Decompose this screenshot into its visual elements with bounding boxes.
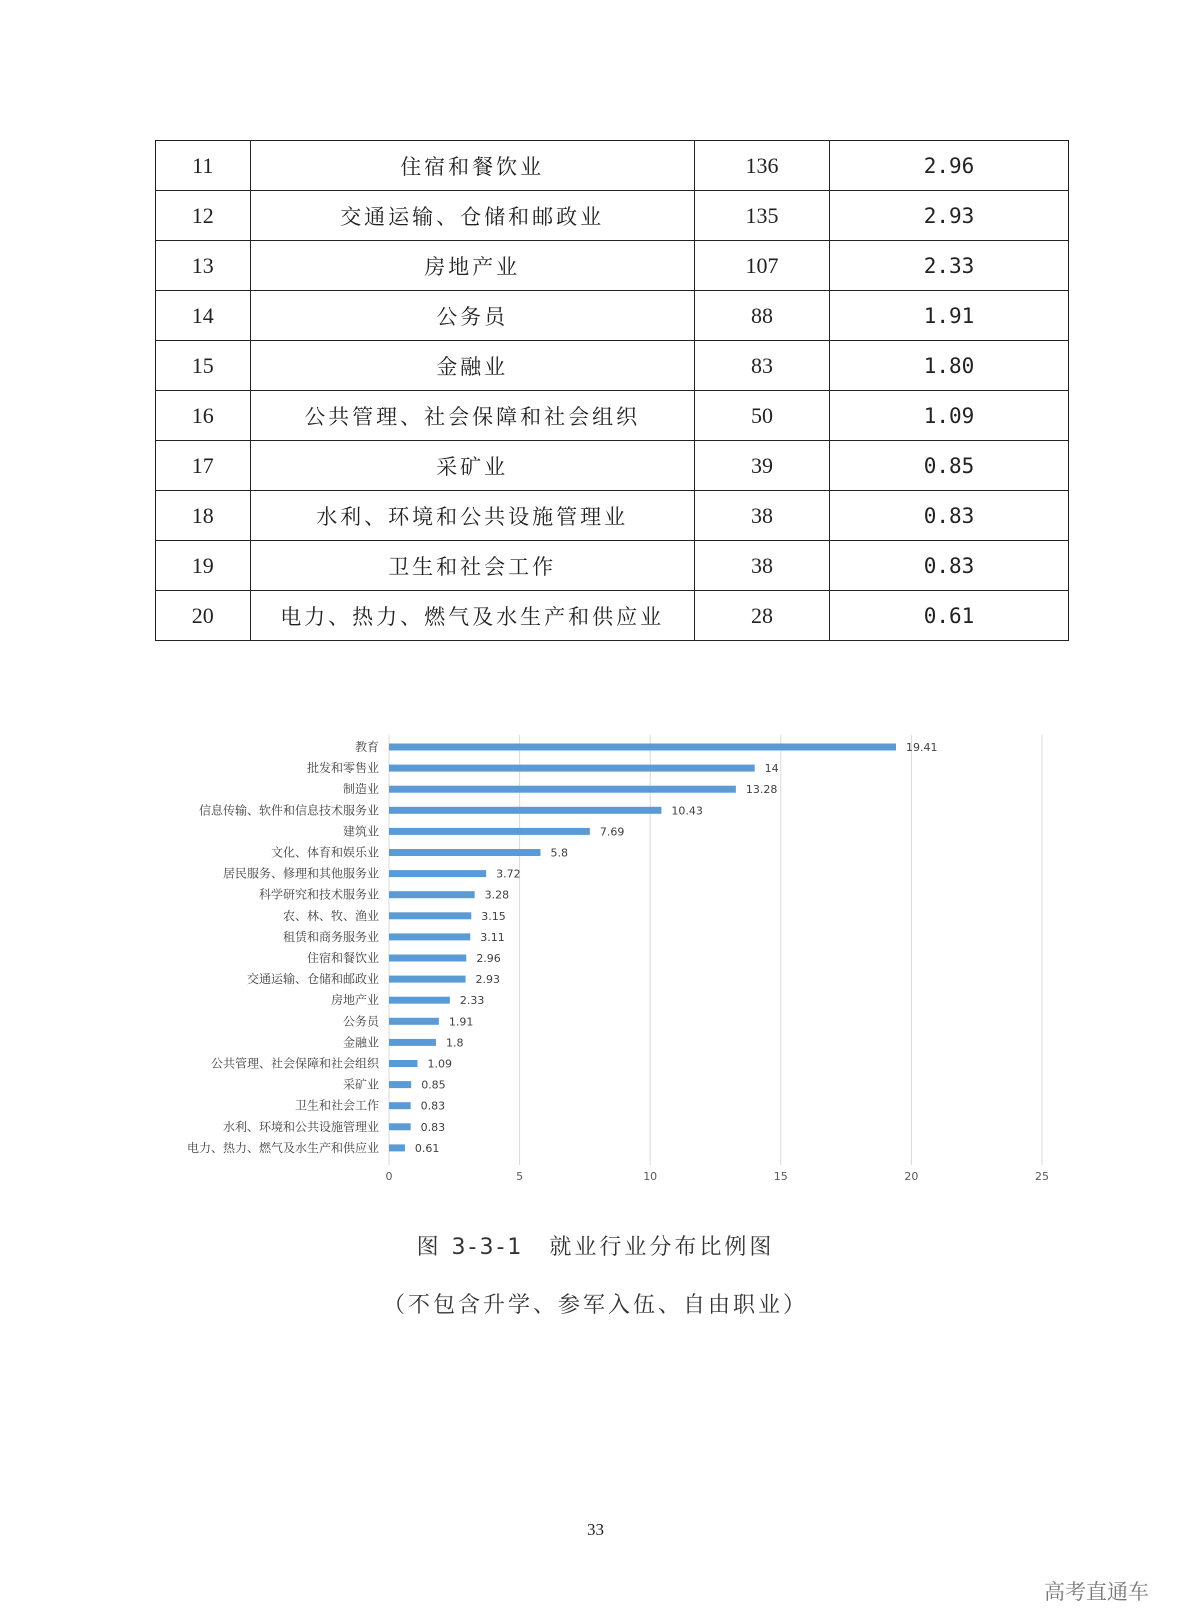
industry-cell: 采矿业 xyxy=(250,441,694,491)
industry-cell: 水利、环境和公共设施管理业 xyxy=(250,491,694,541)
watermark: 高考直通车 xyxy=(1044,1580,1149,1604)
rank-cell: 16 xyxy=(156,391,251,441)
data-label: 1.09 xyxy=(427,1057,452,1071)
percent-cell: 0.61 xyxy=(830,591,1069,641)
category-label: 批发和零售业 xyxy=(306,761,379,776)
count-cell: 88 xyxy=(694,291,829,341)
bar xyxy=(389,807,661,814)
table-row xyxy=(156,541,1069,591)
data-label: 0.83 xyxy=(420,1099,446,1113)
bar xyxy=(389,1102,411,1109)
table-row xyxy=(156,341,1069,391)
category-label: 教育 xyxy=(354,740,379,754)
x-tick-label: 10 xyxy=(643,1170,658,1183)
count-cell: 135 xyxy=(694,191,829,241)
x-tick-label: 0 xyxy=(385,1170,393,1183)
category-label: 卫生和社会工作 xyxy=(294,1098,379,1113)
percent-cell: 2.96 xyxy=(830,141,1069,191)
x-tick-label: 25 xyxy=(1035,1170,1049,1183)
table-row xyxy=(156,191,1069,241)
rank-cell: 14 xyxy=(156,291,251,341)
industry-cell: 房地产业 xyxy=(250,241,694,291)
page-number: 33 xyxy=(587,1520,604,1539)
industry-cell: 公共管理、社会保障和社会组织 xyxy=(250,391,694,441)
category-label: 电力、热力、燃气及水生产和供应业 xyxy=(186,1140,379,1155)
bar xyxy=(389,891,475,898)
category-label: 居民服务、修理和其他服务业 xyxy=(222,866,379,881)
count-cell: 50 xyxy=(694,391,829,441)
percent-cell: 0.85 xyxy=(830,441,1069,491)
rank-cell: 11 xyxy=(156,141,251,191)
count-cell: 38 xyxy=(694,541,829,591)
count-cell: 83 xyxy=(694,341,829,391)
table-row xyxy=(156,141,1069,191)
industry-table xyxy=(155,140,1069,641)
table-row xyxy=(156,591,1069,641)
table-row xyxy=(156,441,1069,491)
bar xyxy=(389,765,755,772)
industry-cell: 卫生和社会工作 xyxy=(250,541,694,591)
table-row xyxy=(156,241,1069,291)
figure-note: （不包含升学、参军入伍、自由职业） xyxy=(382,1293,808,1318)
bar xyxy=(389,1144,405,1151)
data-label: 0.85 xyxy=(421,1078,446,1092)
industry-cell: 公务员 xyxy=(250,291,694,341)
category-label: 水利、环境和公共设施管理业 xyxy=(222,1119,379,1134)
bar xyxy=(389,955,466,962)
data-label: 19.41 xyxy=(905,741,938,754)
table-row xyxy=(156,491,1069,541)
data-label: 1.91 xyxy=(448,1015,474,1029)
data-label: 3.72 xyxy=(496,867,521,881)
bar xyxy=(389,744,896,751)
rank-cell: 18 xyxy=(156,491,251,541)
data-label: 2.33 xyxy=(459,994,485,1008)
bar xyxy=(389,912,471,919)
percent-cell: 2.93 xyxy=(830,191,1069,241)
category-label: 建筑业 xyxy=(342,824,379,839)
bar xyxy=(389,786,736,793)
industry-table-body xyxy=(156,141,1069,641)
bar xyxy=(389,997,450,1004)
category-label: 房地产业 xyxy=(330,993,379,1008)
data-label: 14 xyxy=(764,762,779,776)
data-label: 0.61 xyxy=(414,1141,440,1155)
category-label: 采矿业 xyxy=(342,1077,379,1092)
data-label: 1.8 xyxy=(446,1036,464,1050)
table-row xyxy=(156,291,1069,341)
x-tick-label: 5 xyxy=(516,1170,524,1183)
bar xyxy=(389,1060,417,1067)
percent-cell: 0.83 xyxy=(830,541,1069,591)
rank-cell: 15 xyxy=(156,341,251,391)
data-label: 7.69 xyxy=(599,825,625,839)
data-label: 3.15 xyxy=(481,909,506,923)
rank-cell: 17 xyxy=(156,441,251,491)
data-label: 2.93 xyxy=(475,973,501,987)
category-label: 农、林、牧、渔业 xyxy=(282,908,379,923)
industry-cell: 住宿和餐饮业 xyxy=(250,141,694,191)
count-cell: 39 xyxy=(694,441,829,491)
x-tick-label: 20 xyxy=(904,1170,919,1183)
category-label: 租赁和商务服务业 xyxy=(282,929,379,944)
count-cell: 107 xyxy=(694,241,829,291)
data-label: 13.28 xyxy=(745,783,778,797)
bar xyxy=(389,1123,411,1130)
category-label: 住宿和餐饮业 xyxy=(306,951,379,965)
rank-cell: 19 xyxy=(156,541,251,591)
percent-cell: 1.80 xyxy=(830,341,1069,391)
category-label: 文化、体育和娱乐业 xyxy=(270,845,379,860)
data-label: 2.96 xyxy=(476,952,501,965)
data-label: 10.43 xyxy=(671,804,703,818)
rank-cell: 20 xyxy=(156,591,251,641)
bar xyxy=(389,870,486,877)
category-label: 交通运输、仓储和邮政业 xyxy=(246,972,379,987)
bar xyxy=(389,933,470,940)
percent-cell: 0.83 xyxy=(830,491,1069,541)
bar xyxy=(389,1039,436,1046)
category-label: 信息传输、软件和信息技术服务业 xyxy=(198,803,379,818)
rank-cell: 13 xyxy=(156,241,251,291)
bar xyxy=(389,849,540,856)
industry-distribution-chart xyxy=(150,735,1070,1199)
count-cell: 38 xyxy=(694,491,829,541)
percent-cell: 1.09 xyxy=(830,391,1069,441)
industry-cell: 金融业 xyxy=(250,341,694,391)
category-label: 科学研究和技术服务业 xyxy=(258,887,379,902)
rank-cell: 12 xyxy=(156,191,251,241)
data-label: 5.8 xyxy=(550,846,568,860)
category-label: 公共管理、社会保障和社会组织 xyxy=(210,1056,379,1071)
bar xyxy=(389,1018,439,1025)
percent-cell: 1.91 xyxy=(830,291,1069,341)
category-label: 金融业 xyxy=(342,1035,379,1050)
data-label: 3.11 xyxy=(480,930,505,944)
bar xyxy=(389,828,590,835)
category-label: 制造业 xyxy=(342,782,379,797)
figure-caption: 图 3-3-1 就业行业分布比例图 xyxy=(416,1235,775,1260)
data-label: 3.28 xyxy=(484,888,510,902)
industry-cell: 交通运输、仓储和邮政业 xyxy=(250,191,694,241)
count-cell: 28 xyxy=(694,591,829,641)
data-label: 0.83 xyxy=(420,1120,446,1134)
x-tick-label: 15 xyxy=(773,1170,788,1183)
bar-chart-svg xyxy=(150,735,1070,1195)
percent-cell: 2.33 xyxy=(830,241,1069,291)
table-row xyxy=(156,391,1069,441)
industry-cell: 电力、热力、燃气及水生产和供应业 xyxy=(250,591,694,641)
category-label: 公务员 xyxy=(342,1014,379,1029)
bar xyxy=(389,976,466,983)
bar xyxy=(389,1081,411,1088)
count-cell: 136 xyxy=(694,141,829,191)
